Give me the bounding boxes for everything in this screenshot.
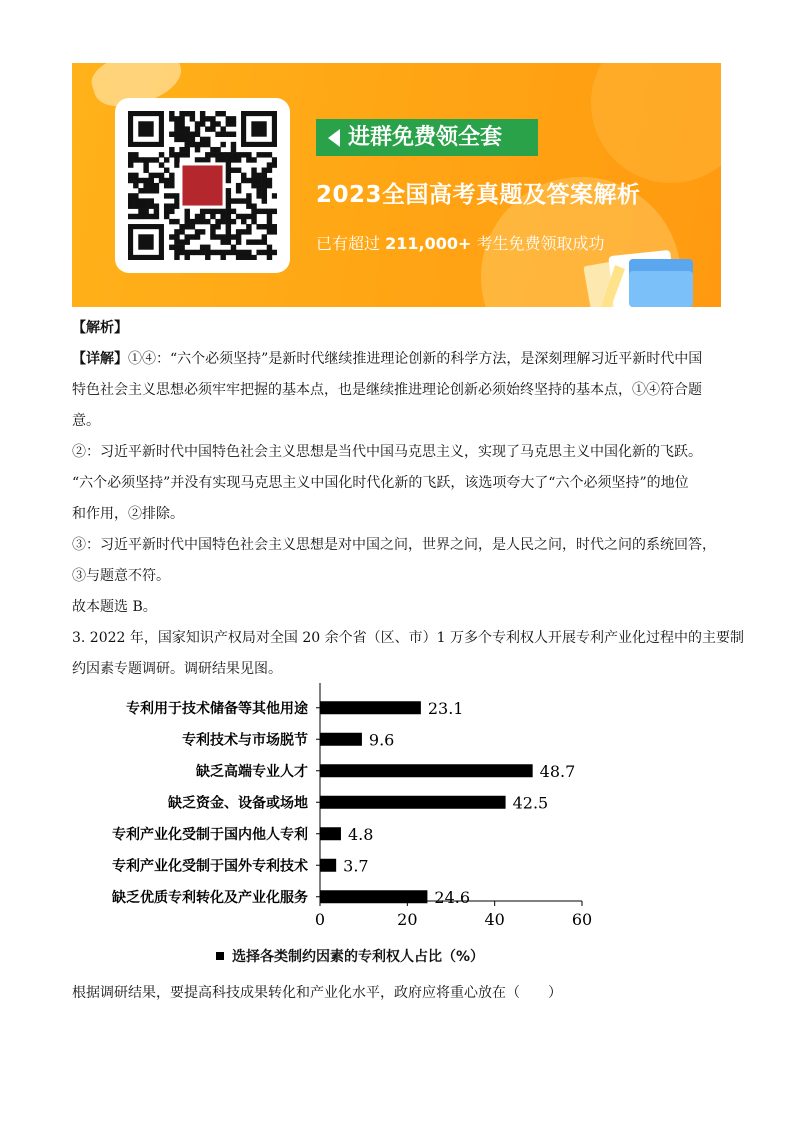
category-label: 缺乏资金、设备或场地 [168, 795, 308, 812]
paragraph-line [72, 344, 724, 375]
banner-subtitle [316, 231, 604, 254]
analysis-heading: 【解析】 [72, 320, 128, 336]
paragraph-line: 和作用，②排除。 [72, 506, 184, 522]
x-tick-label: 40 [484, 910, 505, 929]
join-group-tag[interactable] [316, 119, 538, 156]
bar [320, 827, 341, 840]
analysis-section [72, 313, 744, 685]
qr-code[interactable] [115, 98, 290, 273]
banner-sub-count: 211,000+ [385, 234, 472, 253]
data-label: 9.6 [368, 730, 395, 750]
category-label: 缺乏高端专业人才 [196, 763, 308, 780]
paragraph-line: 意。 [72, 413, 100, 429]
paragraph-line: ③与题意不符。 [72, 568, 170, 584]
question-line: 约因素专题调研。调研结果见图。 [72, 661, 282, 677]
category-label: 专利产业化受制于国外专利技术 [112, 858, 308, 875]
banner-sub-suffix: 考生免费领取成功 [471, 234, 605, 253]
paragraph-line: ②：习近平新时代中国特色社会主义思想是当代中国马克思主义，实现了马克思主义中国化新的飞跃。 [72, 444, 702, 460]
data-label: 23.1 [427, 698, 464, 718]
bar [320, 859, 336, 872]
qr-code-icon [128, 111, 277, 260]
paragraph-text: ①④：“六个必须坚持”是新时代继续推进理论创新的科学方法，是深刻理解习近平新时代中国 [128, 351, 703, 367]
paragraph-line: “六个必须坚持”并没有实现马克思主义中国化时代化新的飞跃，该选项夸大了“六个必须坚持”的地位 [72, 475, 689, 491]
decorative-circle [591, 63, 721, 183]
x-tick-label: 0 [314, 910, 326, 929]
horizontal-bar-chart [72, 683, 632, 938]
x-tick-label: 20 [397, 910, 418, 929]
bar [320, 890, 427, 903]
legend-label: 选择各类制约因素的专利权人占比（%） [232, 949, 485, 965]
data-label: 48.7 [539, 761, 576, 781]
arrow-left-icon [328, 129, 340, 147]
paragraph-line: 特色社会主义思想必须牢牢把握的基本点，也是继续推进理论创新必须始终坚持的基本点，①④符合题 [72, 382, 702, 398]
bar [320, 701, 421, 714]
category-label: 专利用于技术储备等其他用途 [126, 700, 308, 717]
data-label: 24.6 [434, 887, 471, 907]
x-tick-label: 60 [571, 910, 593, 929]
folder-icon [581, 245, 699, 307]
question-prompt: 根据调研结果，要提高科技成果转化和产业化水平，政府应将重心放在（ ） [72, 985, 562, 1001]
bar [320, 796, 506, 809]
chart-legend [216, 946, 484, 966]
promo-banner[interactable] [72, 63, 721, 307]
banner-sub-prefix: 已有超过 [316, 234, 386, 253]
join-group-label: 进群免费领全套 [348, 125, 503, 150]
legend-swatch [216, 952, 224, 960]
data-label: 42.5 [512, 793, 549, 813]
paragraph-line: ③：习近平新时代中国特色社会主义思想是对中国之问，世界之问，是人民之问，时代之问的系统回答， [72, 537, 716, 553]
banner-title: 2023全国高考真题及答案解析 [316, 182, 641, 208]
data-label: 3.7 [343, 856, 369, 876]
question-line: 3. 2022 年，国家知识产权局对全国 20 余个省（区、市）1 万多个专利权人开展专利产业化过程中的主要制 [72, 630, 744, 646]
category-label: 专利产业化受制于国内他人专利 [112, 826, 308, 843]
bar [320, 764, 533, 777]
data-label: 4.8 [347, 824, 374, 844]
question-prompt-block [72, 978, 724, 1009]
bar [320, 733, 362, 746]
category-label: 专利技术与市场脱节 [182, 732, 308, 749]
detail-label: 【详解】 [72, 351, 128, 367]
category-label: 缺乏优质专利转化及产业化服务 [112, 889, 308, 906]
answer-line: 故本题选 B。 [72, 599, 157, 615]
